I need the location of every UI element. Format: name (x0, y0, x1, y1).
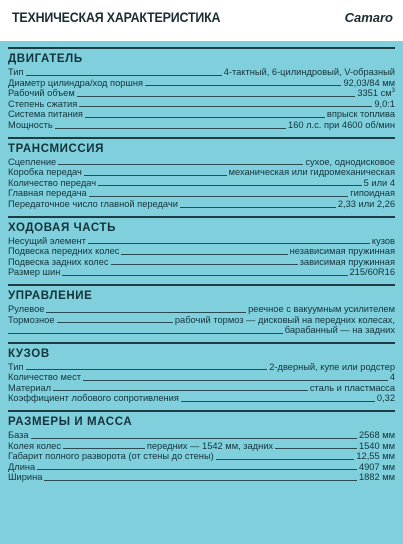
spec-row (8, 67, 395, 78)
leader-line (111, 264, 298, 265)
spec-value: 4907 мм (358, 461, 395, 472)
spec-row (8, 78, 395, 89)
spec-row (8, 188, 395, 199)
leader-line (83, 380, 388, 381)
section-title-steering: УПРАВЛЕНИЕ (8, 284, 395, 304)
leader-line (31, 438, 357, 439)
spec-label: Колея колес (8, 440, 61, 451)
spec-label: Габарит полного разворота (от стены до стены) (8, 451, 214, 462)
spec-value: 92,03/84 мм (343, 77, 395, 88)
leader-line (37, 469, 357, 470)
spec-value: рабочий тормоз — дисковый на передних колесах, (174, 314, 395, 325)
spec-value: 4-тактный, 6-цилиндровый, V-образный (223, 67, 395, 77)
spec-value: барабанный — на задних (284, 325, 395, 336)
spec-row (8, 157, 395, 168)
spec-row (8, 257, 395, 268)
spec-row (8, 362, 395, 373)
spec-row (8, 451, 395, 462)
spec-row (8, 246, 395, 257)
spec-label: Степень сжатия (8, 98, 78, 109)
spec-value-text: 3351 см (357, 88, 392, 99)
section-title-body: КУЗОВ (8, 342, 395, 362)
spec-label: Подвеска передних колес (8, 246, 120, 257)
section-transmission (8, 137, 395, 210)
spec-label: Длина (8, 461, 36, 472)
spec-row (8, 109, 395, 120)
spec-value: 160 л.с. при 4600 об/мин (288, 119, 395, 130)
spec-row (8, 441, 395, 452)
spec-row (8, 325, 395, 336)
spec-label: Рабочий объем (8, 88, 75, 99)
spec-row (8, 236, 395, 247)
spec-value: гипоидная (350, 188, 395, 199)
spec-label: Передаточное число главной передачи (8, 198, 178, 209)
spec-value: зависимая пружинная (299, 256, 395, 267)
spec-label: Рулевое (8, 303, 45, 314)
leader-line (84, 175, 227, 176)
spec-value: сухое, однодисковое (305, 156, 395, 167)
masthead (0, 0, 403, 41)
section-body (8, 342, 395, 404)
spec-label: Главная передача (8, 188, 87, 199)
leader-line (180, 207, 336, 208)
spec-value: 0,32 (376, 393, 395, 404)
section-chassis (8, 216, 395, 278)
spec-value: сталь и пластмасса (309, 382, 395, 393)
leader-line (46, 312, 246, 313)
spec-label: Коэффициент лобового сопротивления (8, 393, 179, 404)
spec-value: реечное с вакуумным усилителем (248, 303, 395, 314)
model-name: Camaro (344, 10, 393, 25)
spec-label: Тип (8, 67, 24, 77)
leader-line (121, 254, 287, 255)
leader-line (26, 75, 222, 76)
spec-label: Сцепление (8, 156, 57, 167)
leader-line (44, 480, 357, 481)
spec-row (8, 199, 395, 210)
section-title-chassis: ХОДОВАЯ ЧАСТЬ (8, 216, 395, 236)
spec-label: Ширина (8, 472, 43, 483)
spec-label: База (8, 430, 29, 441)
spec-row (8, 462, 395, 473)
spec-value: впрыск топлива (326, 109, 395, 120)
spec-value: кузов (371, 235, 395, 246)
leader-line (58, 164, 303, 165)
leader-line (57, 322, 173, 323)
section-steering (8, 284, 395, 336)
section-title-engine: ДВИГАТЕЛЬ (8, 47, 395, 67)
spec-row (8, 393, 395, 404)
leader-line (89, 196, 349, 197)
spec-value: 215/60R16 (349, 267, 395, 278)
spec-value: механическая или гидромеханическая (228, 167, 395, 178)
spec-label: Подвеска задних колес (8, 256, 109, 267)
spec-value: 9,0:1 (374, 98, 395, 109)
leader-line (8, 333, 283, 334)
spec-row (8, 88, 395, 99)
spec-value: 2,33 или 2,26 (337, 198, 395, 209)
spec-label: Диаметр цилиндра/ход поршня (8, 77, 144, 88)
spec-label: Мощность (8, 119, 53, 130)
leader-line (181, 401, 375, 402)
leader-line (63, 448, 145, 449)
spec-label: Количество мест (8, 372, 81, 383)
leader-line (55, 128, 286, 129)
spec-row (8, 315, 395, 326)
leader-line (77, 96, 356, 97)
spec-value-mid: передних — 1542 мм, задних (146, 440, 274, 451)
spec-row (8, 267, 395, 278)
section-dimensions (8, 410, 395, 483)
section-title-dimensions: РАЗМЕРЫ И МАССА (8, 410, 395, 430)
leader-line (85, 117, 325, 118)
spec-label: Несущий элемент (8, 235, 86, 246)
spec-label: Тип (8, 361, 24, 372)
spec-label: Количество передач (8, 177, 97, 188)
leader-line (88, 243, 370, 244)
spec-row (8, 178, 395, 189)
spec-label: Коробка передач (8, 167, 82, 178)
spec-row (8, 167, 395, 178)
section-engine (8, 47, 395, 131)
spec-label: Тормозное (8, 314, 55, 325)
spec-value: 12,55 мм (356, 451, 395, 462)
leader-line (216, 459, 355, 460)
spec-value: 1882 мм (358, 472, 395, 483)
spec-value: 2568 мм (358, 430, 395, 441)
spec-row (8, 430, 395, 441)
spec-label: Размер шин (8, 267, 61, 278)
spec-row (8, 304, 395, 315)
spec-row (8, 383, 395, 394)
superscript: 3 (391, 88, 395, 95)
leader-line (275, 448, 357, 449)
page-title: ТЕХНИЧЕСКАЯ ХАРАКТЕРИСТИКА (12, 10, 221, 25)
spec-value: 2-дверный, купе или родстер (269, 361, 395, 372)
spec-row (8, 372, 395, 383)
leader-line (98, 185, 362, 186)
spec-row (8, 99, 395, 110)
leader-line (26, 369, 268, 370)
leader-line (62, 275, 347, 276)
section-title-transmission: ТРАНСМИССИЯ (8, 137, 395, 157)
spec-label: Материал (8, 382, 52, 393)
spec-value: 4 (389, 372, 395, 383)
leader-line (145, 85, 341, 86)
leader-line (79, 106, 372, 107)
spec-value: 5 или 4 (363, 177, 395, 188)
spec-row (8, 472, 395, 483)
spec-value: независимая пружинная (289, 246, 395, 257)
spec-label: Система питания (8, 109, 83, 120)
spec-row (8, 120, 395, 131)
leader-line (53, 390, 308, 391)
spec-value (357, 88, 395, 99)
spec-value: 1540 мм (358, 440, 395, 451)
